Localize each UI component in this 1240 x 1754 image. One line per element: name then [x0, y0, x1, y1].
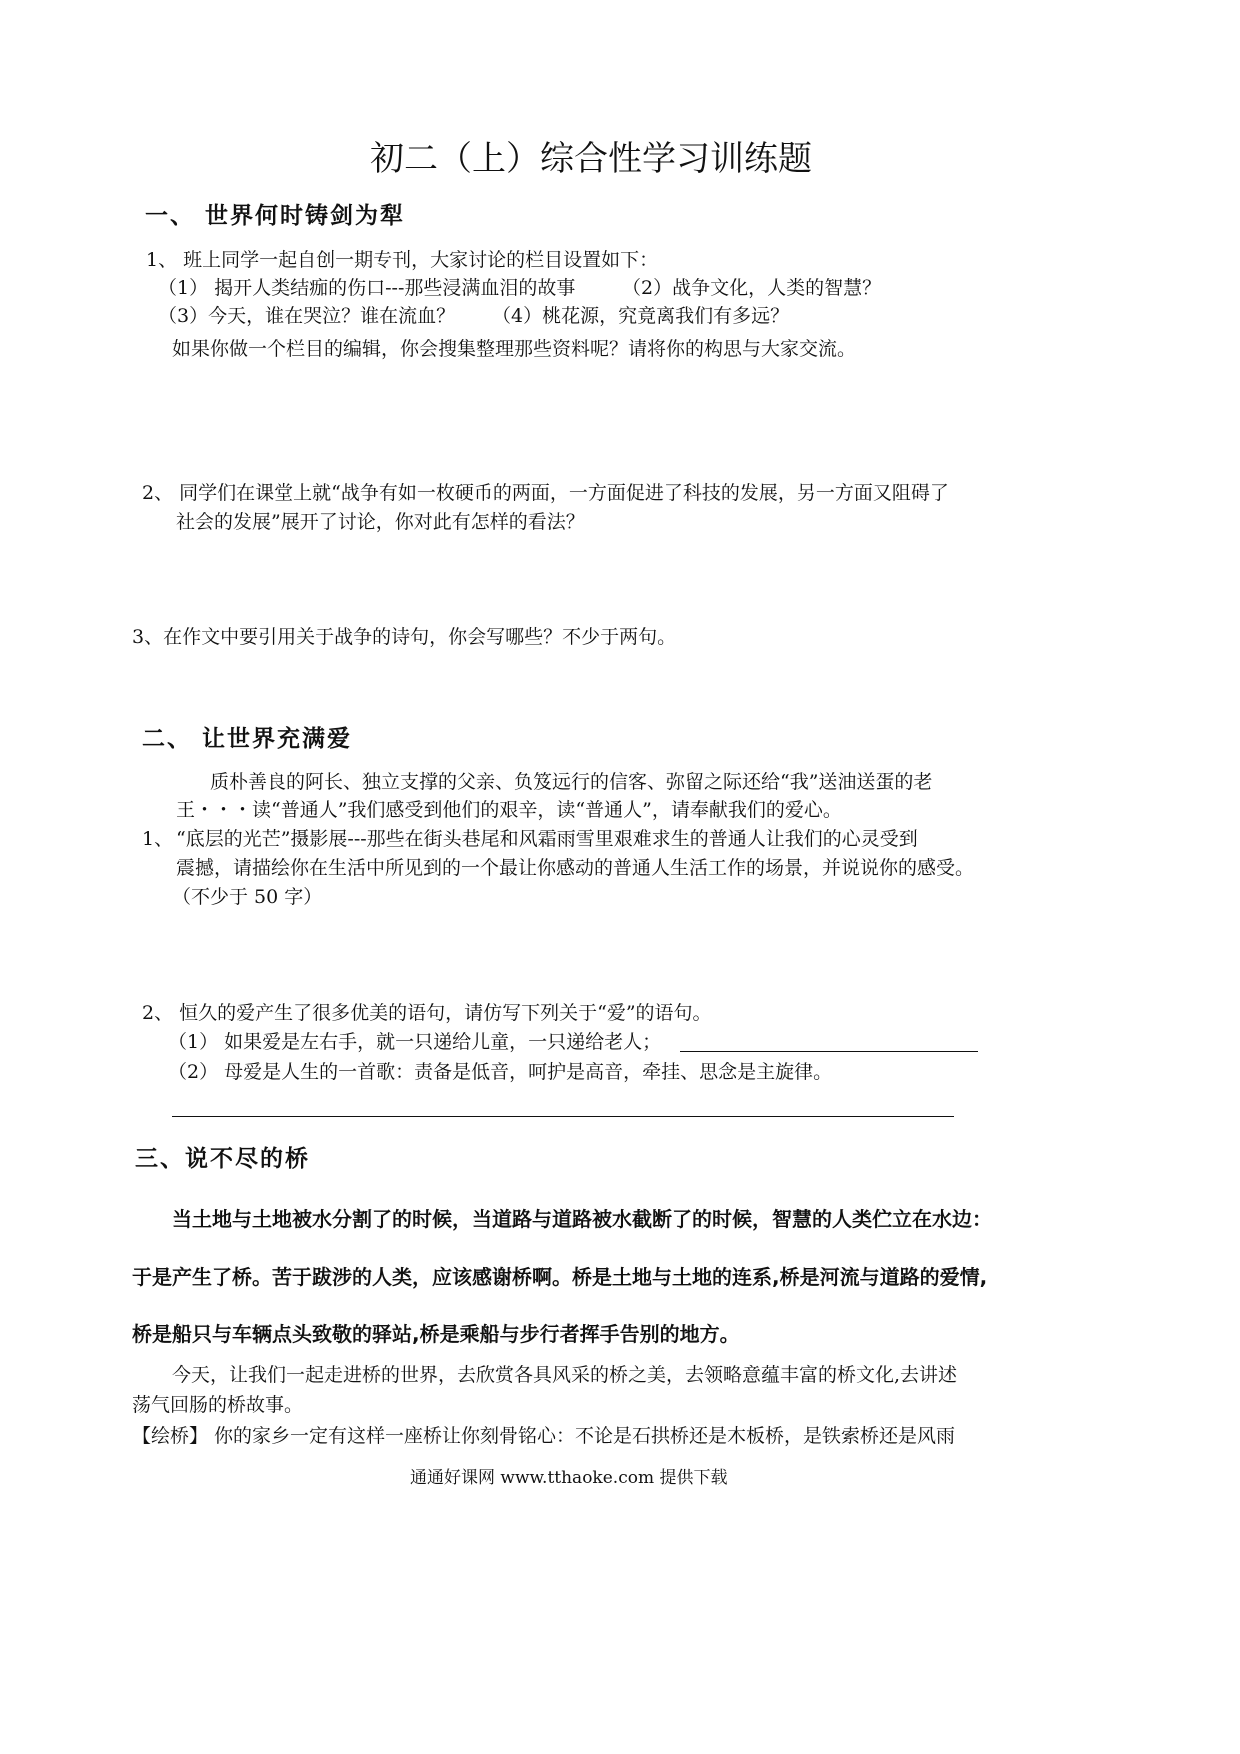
section-heading-3: 三、说不尽的桥 — [135, 1146, 310, 1172]
s1-q2-line2: 社会的发展”展开了讨论，你对此有怎样的看法？ — [176, 511, 585, 533]
s2-q2-text: 2、 恒久的爱产生了很多优美的语句，请仿写下列关于“爱”的语句。 — [142, 1002, 712, 1024]
page-footer: 通通好课网 www.tthaoke.com 提供下载 — [410, 1468, 728, 1488]
page-title: 初二（上）综合性学习训练题 — [370, 139, 812, 179]
s1-q3: 3、在作文中要引用关于战争的诗句，你会写哪些？不少于两句。 — [132, 626, 677, 648]
s2-intro-line1: 质朴善良的阿长、独立支撑的父亲、负笈远行的信客、弥留之际还给“我”送油送蛋的老 — [210, 771, 933, 793]
s1-q1-option-1: （1） 揭开人类结痂的伤口---那些浸满血泪的故事 — [158, 277, 576, 299]
s3-paragraph-3: 桥是船只与车辆点头致敬的驿站,桥是乘船与步行者挥手告别的地方。 — [132, 1322, 740, 1346]
s1-q1-option-2: （2）战争文化，人类的智慧？ — [622, 277, 882, 299]
s3-paragraph-5: 【绘桥】 你的家乡一定有这样一座桥让你刻骨铭心：不论是石拱桥还是木板桥，是铁索桥还是风雨 — [132, 1425, 956, 1447]
s2-q2-option-2: （2） 母爱是人生的一首歌：责备是低音，呵护是高音，牵挂、思念是主旋律。 — [168, 1061, 833, 1083]
s2-q1-number: 1、 — [142, 828, 174, 850]
s1-q2-line1: 2、 同学们在课堂上就“战争有如一枚硬币的两面，一方面促进了科技的发展，另一方面又阻碍了 — [142, 482, 949, 504]
s1-q1-text: 1、 班上同学一起自创一期专刊，大家讨论的栏目设置如下： — [146, 249, 659, 271]
section-heading-2: 二、 让世界充满爱 — [142, 726, 353, 752]
s2-q1-line3: （不少于 50 字） — [172, 886, 323, 908]
s3-paragraph-2: 于是产生了桥。苦于跋涉的人类，应该感谢桥啊。桥是土地与土地的连系,桥是河流与道路的爱情, — [132, 1265, 988, 1289]
s2-q1-line1: “底层的光芒”摄影展---那些在街头巷尾和风霜雨雪里艰难求生的普通人让我们的心灵受到 — [176, 828, 918, 850]
answer-line-2[interactable] — [172, 1116, 954, 1117]
s2-q2-option-1: （1） 如果爱是左右手，就一只递给儿童，一只递给老人； — [168, 1031, 662, 1053]
s1-q1-option-4: （4）桃花源，究竟离我们有多远？ — [492, 305, 790, 327]
s1-q1-option-3: （3）今天，谁在哭泣？谁在流血？ — [158, 305, 456, 327]
s3-paragraph-4-line2: 荡气回肠的桥故事。 — [132, 1394, 304, 1416]
answer-line-1[interactable] — [680, 1051, 978, 1052]
s3-paragraph-1: 当土地与土地被水分割了的时候，当道路与道路被水截断了的时候，智慧的人类伫立在水边： — [172, 1207, 992, 1231]
s1-q1-prompt: 如果你做一个栏目的编辑，你会搜集整理那些资料呢？请将你的构思与大家交流。 — [172, 338, 857, 360]
s2-q1-line2: 震撼，请描绘你在生活中所见到的一个最让你感动的普通人生活工作的场景，并说说你的感受。 — [176, 857, 975, 879]
s2-intro-line2: 王・・・读“普通人”我们感受到他们的艰辛，读“普通人”，请奉献我们的爱心。 — [176, 799, 842, 821]
section-heading-1: 一、 世界何时铸剑为犁 — [145, 203, 406, 229]
s3-paragraph-4-line1: 今天，让我们一起走进桥的世界，去欣赏各具风采的桥之美，去领略意蕴丰富的桥文化,去讲述 — [172, 1364, 958, 1386]
